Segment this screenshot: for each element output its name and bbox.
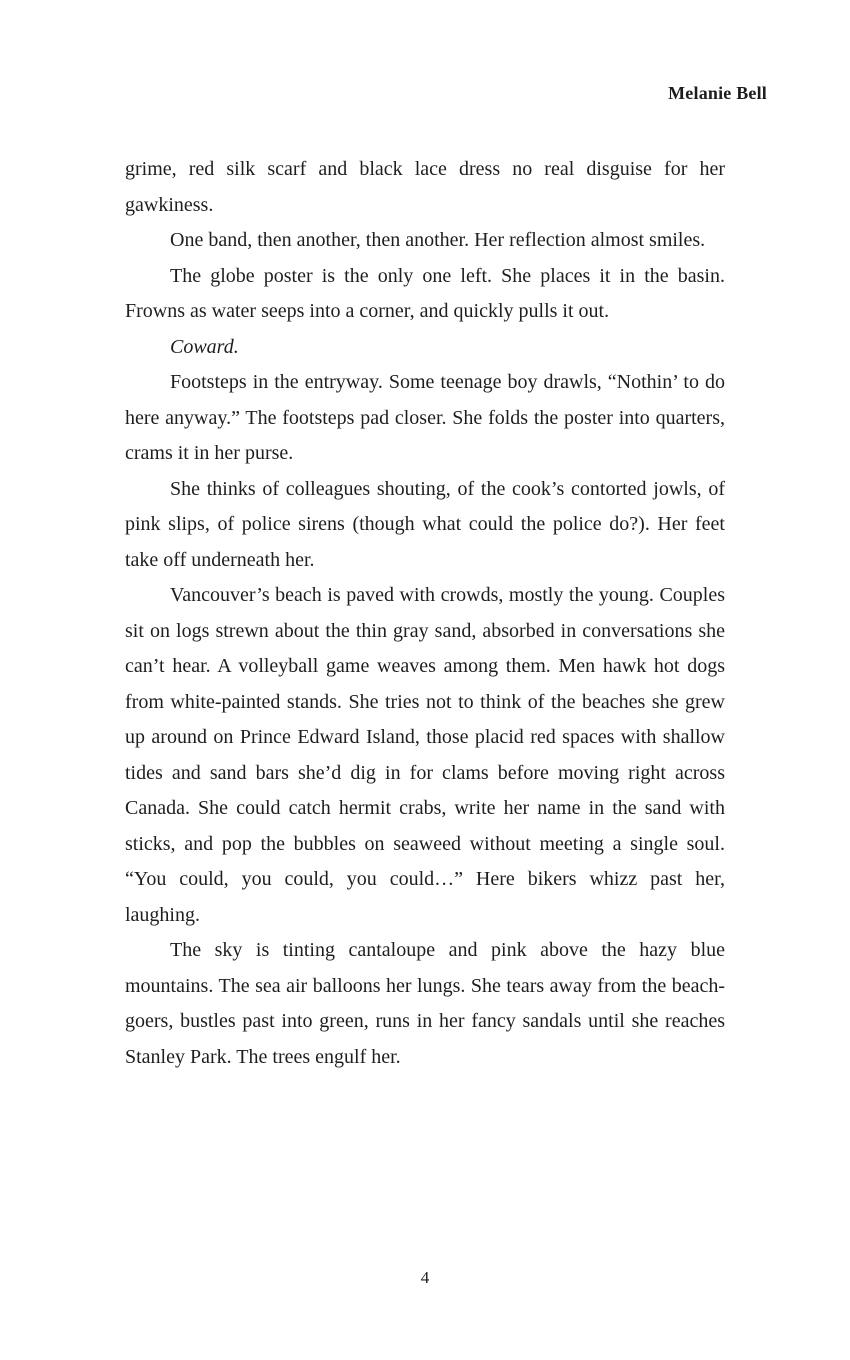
body-paragraph: She thinks of colleagues shouting, of the cook’s contorted jowls, of pink slips, of police sirens (though what could the police do?). Her feet take off underneath her.: [125, 477, 725, 571]
body-paragraph: grime, red silk scarf and black lace dress no real disguise for her gawkiness.: [125, 158, 725, 216]
page-number: 4: [420, 1268, 430, 1287]
body-paragraph-italic: Coward.: [170, 335, 239, 358]
body-paragraph: One band, then another, then another. Her reflection almost smiles.: [170, 229, 706, 251]
body-text: [125, 152, 725, 1075]
body-paragraph: The globe poster is the only one left. She places it in the basin. Frowns as water seeps into a corner, and quickly pulls it out.: [125, 264, 725, 322]
body-paragraph: The sky is tinting cantaloupe and pink above the hazy blue mountains. The sea air balloons her lungs. She tears away from the beach-goers, bustles past into green, runs in her fancy sandals until she reaches Stanley Park. The trees engulf her.: [125, 939, 725, 1068]
running-header-author: Melanie Bell: [668, 83, 767, 103]
body-paragraph: Footsteps in the entryway. Some teenage boy drawls, “Nothin’ to do here anyway.” The footsteps pad closer. She folds the poster into quarters, crams it in her purse.: [125, 371, 725, 464]
body-paragraph: Vancouver’s beach is paved with crowds, mostly the young. Couples sit on logs strewn about the thin gray sand, absorbed in conversations she can’t hear. A volleyball game weaves among them. Men hawk hot dogs from white-painted stands. She tries not to think of the beaches she grew up around on Prince Edward Island, those placid red spaces with shallow tides and sand bars she’d dig in for clams before moving right across Canada. She could catch hermit crabs, write her name in the sand with sticks, and pop the bubbles on seaweed without meeting a single soul. “You could, you could, you could…” Here bikers whizz past her, laughing.: [125, 584, 725, 926]
